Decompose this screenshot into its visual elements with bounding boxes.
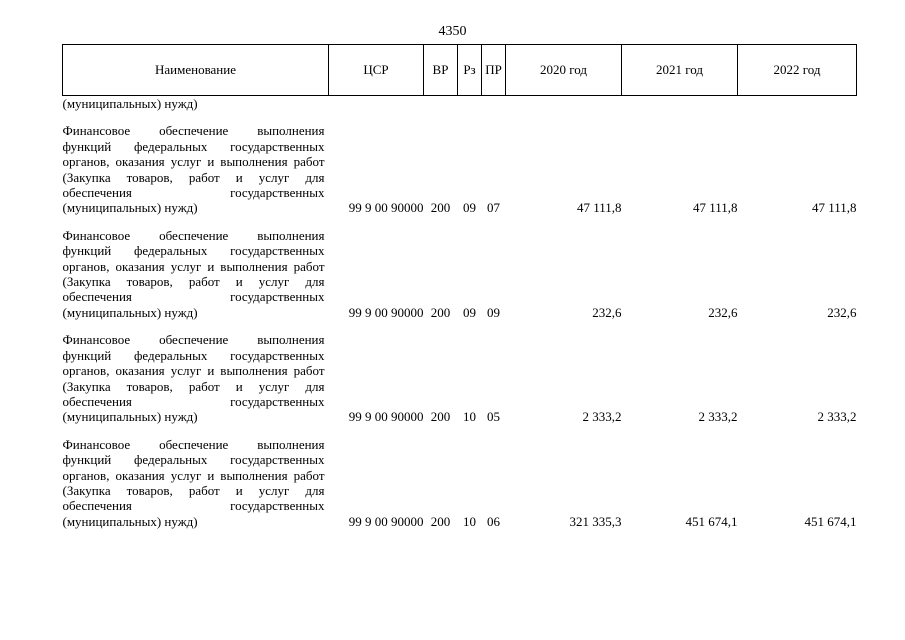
row-pr: 09	[487, 304, 500, 320]
row-csr: 99 9 00 90000	[348, 200, 424, 216]
header-vr: ВР	[424, 45, 458, 96]
row-amount-2021: 451 674,1	[685, 513, 738, 529]
row-vr: 200	[430, 513, 451, 529]
row-csr: 99 9 00 90000	[348, 513, 424, 529]
header-pr: ПР	[482, 45, 506, 96]
header-2020: 2020 год	[506, 45, 622, 96]
table-header-row	[63, 45, 857, 96]
row-amount-2021: 2 333,2	[698, 409, 738, 425]
row-name	[63, 425, 329, 529]
row-vr: 200	[430, 304, 451, 320]
row-pr: 06	[487, 513, 500, 529]
row-name-text: Финансовое обеспечение выполнения функций федеральных государственных органов, оказания услуг и выполнения работ (Закупка товаров, работ и услуг для обеспечения государственных (муниципальных) нужд)	[62, 123, 325, 216]
table-row	[63, 216, 857, 320]
table-row	[63, 320, 857, 424]
row-amount-2020: 2 333,2	[582, 409, 622, 425]
row-amount-2021: 47 111,8	[692, 200, 738, 216]
row-rz: 09	[463, 200, 476, 216]
header-2022: 2022 год	[738, 45, 857, 96]
header-csr: ЦСР	[329, 45, 424, 96]
row-rz: 09	[463, 304, 476, 320]
header-rz: Рз	[458, 45, 482, 96]
row-vr: 200	[430, 409, 451, 425]
row-csr: 99 9 00 90000	[348, 409, 424, 425]
row-name-text: Финансовое обеспечение выполнения функций федеральных государственных органов, оказания услуг и выполнения работ (Закупка товаров, работ и услуг для обеспечения государственных (муниципальных) нужд)	[62, 332, 325, 425]
row-amount-2022: 451 674,1	[804, 513, 857, 529]
row-name	[63, 111, 329, 215]
continuation-row	[63, 96, 857, 112]
row-vr: 200	[430, 200, 451, 216]
row-name-text: Финансовое обеспечение выполнения функций федеральных государственных органов, оказания услуг и выполнения работ (Закупка товаров, работ и услуг для обеспечения государственных (муниципальных) нужд)	[62, 227, 325, 320]
row-amount-2022: 47 111,8	[811, 200, 857, 216]
row-name-text: Финансовое обеспечение выполнения функций федеральных государственных органов, оказания услуг и выполнения работ (Закупка товаров, работ и услуг для обеспечения государственных (муниципальных) нужд)	[62, 436, 325, 529]
row-pr: 05	[487, 409, 500, 425]
header-name: Наименование	[63, 45, 329, 96]
page-number: 4350	[438, 24, 467, 39]
row-amount-2022: 2 333,2	[817, 409, 857, 425]
budget-table	[62, 44, 857, 529]
continuation-text: (муниципальных) нужд)	[62, 96, 198, 111]
table-row	[63, 111, 857, 215]
row-amount-2020: 232,6	[592, 304, 622, 320]
row-amount-2022: 232,6	[827, 304, 857, 320]
row-amount-2021: 232,6	[708, 304, 738, 320]
row-amount-2020: 47 111,8	[576, 200, 622, 216]
row-csr: 99 9 00 90000	[348, 304, 424, 320]
table-row	[63, 425, 857, 529]
row-name	[63, 216, 329, 320]
row-amount-2020: 321 335,3	[569, 513, 622, 529]
row-pr: 07	[487, 200, 500, 216]
row-rz: 10	[463, 513, 476, 529]
header-2021: 2021 год	[622, 45, 738, 96]
row-name	[63, 320, 329, 424]
row-rz: 10	[463, 409, 476, 425]
